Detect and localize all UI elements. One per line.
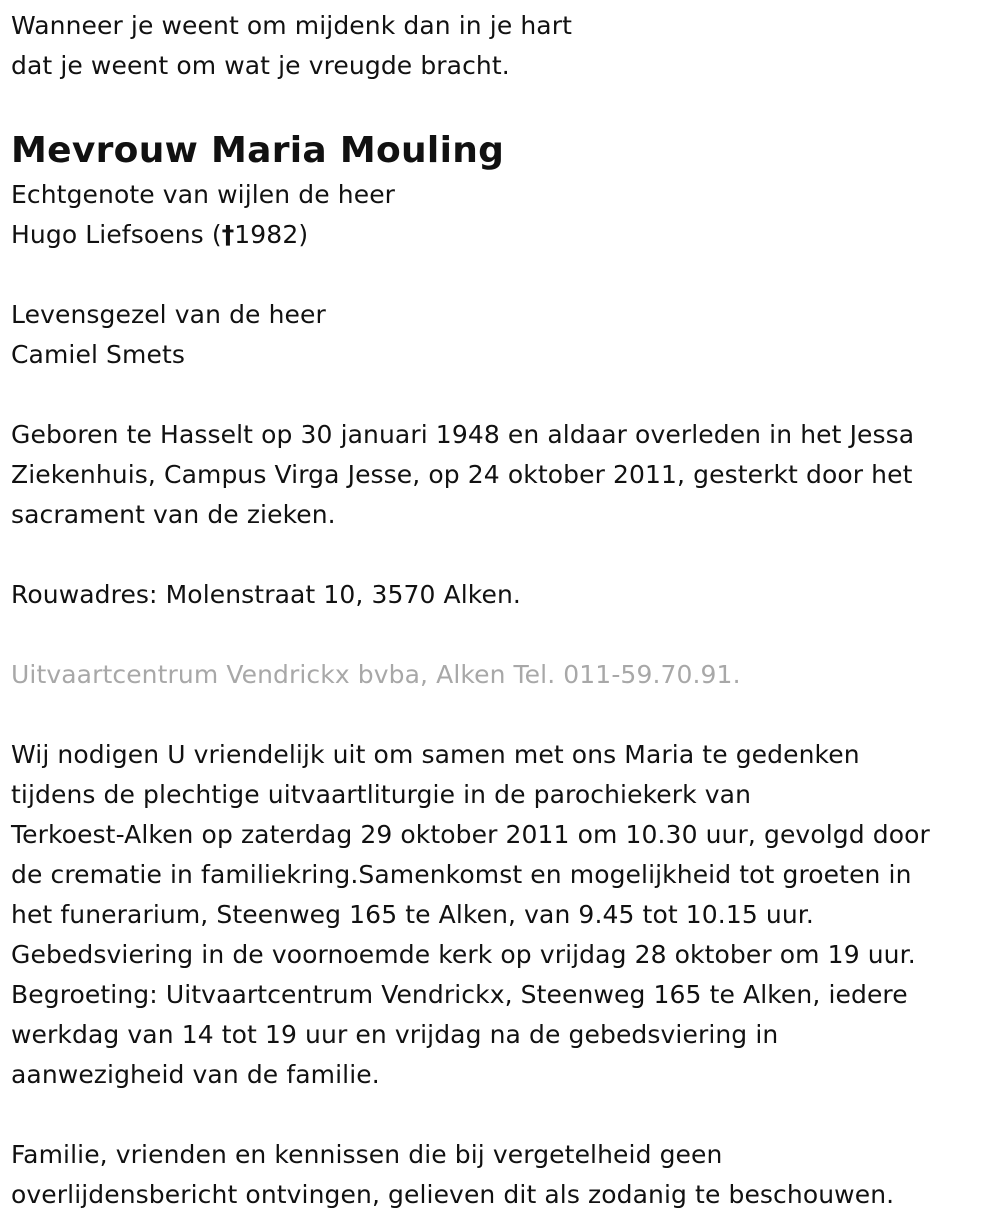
invitation-line: aanwezigheid van de familie.	[11, 1060, 380, 1089]
spacer	[11, 375, 1000, 415]
spacer	[11, 615, 1000, 655]
spouse-death-year: 1982)	[234, 220, 309, 249]
invitation-line: het funerarium, Steenweg 165 te Alken, van 9.45 tot 10.15 uur.	[11, 900, 814, 929]
invitation-line: werkdag van 14 tot 19 uur en vrijdag na de gebedsviering in	[11, 1020, 779, 1049]
partner-info	[11, 295, 1000, 375]
birth-death-info	[11, 415, 1000, 535]
birth-death-line: sacrament van de zieken.	[11, 500, 336, 529]
spacer	[11, 1095, 1000, 1135]
funeral-home: Uitvaartcentrum Vendrickx bvba, Alken Tel. 011-59.70.91.	[11, 660, 741, 689]
poem-line: dat je weent om wat je vreugde bracht.	[11, 51, 510, 80]
spacer	[11, 535, 1000, 575]
spacer	[11, 255, 1000, 295]
poem-line: Wanneer je weent om mijdenk dan in je hart	[11, 11, 572, 40]
poem	[11, 0, 1000, 86]
birth-death-line: Ziekenhuis, Campus Virga Jesse, op 24 oktober 2011, gesterkt door het	[11, 460, 913, 489]
invitation-line: tijdens de plechtige uitvaartliturgie in de parochiekerk van	[11, 780, 752, 809]
spouse-info	[11, 175, 1000, 255]
closing-line: overlijdensbericht ontvingen, gelieven dit als zodanig te beschouwen.	[11, 1180, 895, 1209]
invitation	[11, 735, 1000, 1095]
invitation-line: Gebedsviering in de voornoemde kerk op vrijdag 28 oktober om 19 uur.	[11, 940, 916, 969]
deceased-name: Mevrouw Maria Mouling	[11, 130, 505, 171]
cross-icon: †	[221, 220, 235, 249]
spouse-name-line	[11, 215, 1000, 255]
closing-note	[11, 1135, 1000, 1215]
partner-line: Levensgezel van de heer	[11, 300, 326, 329]
spouse-name: Hugo Liefsoens (	[11, 220, 222, 249]
birth-death-line: Geboren te Hasselt op 30 januari 1948 en aldaar overleden in het Jessa	[11, 420, 915, 449]
closing-line: Familie, vrienden en kennissen die bij vergetelheid geen	[11, 1140, 723, 1169]
mourning-address: Rouwadres: Molenstraat 10, 3570 Alken.	[11, 580, 521, 609]
invitation-line: Wij nodigen U vriendelijk uit om samen met ons Maria te gedenken	[11, 740, 860, 769]
invitation-line: Begroeting: Uitvaartcentrum Vendrickx, Steenweg 165 te Alken, iedere	[11, 980, 908, 1009]
spacer	[11, 695, 1000, 735]
partner-name: Camiel Smets	[11, 340, 185, 369]
invitation-line: Terkoest-Alken op zaterdag 29 oktober 2011 om 10.30 uur, gevolgd door	[11, 820, 930, 849]
invitation-line: de crematie in familiekring.Samenkomst en mogelijkheid tot groeten in	[11, 860, 912, 889]
spouse-line: Echtgenote van wijlen de heer	[11, 180, 396, 209]
